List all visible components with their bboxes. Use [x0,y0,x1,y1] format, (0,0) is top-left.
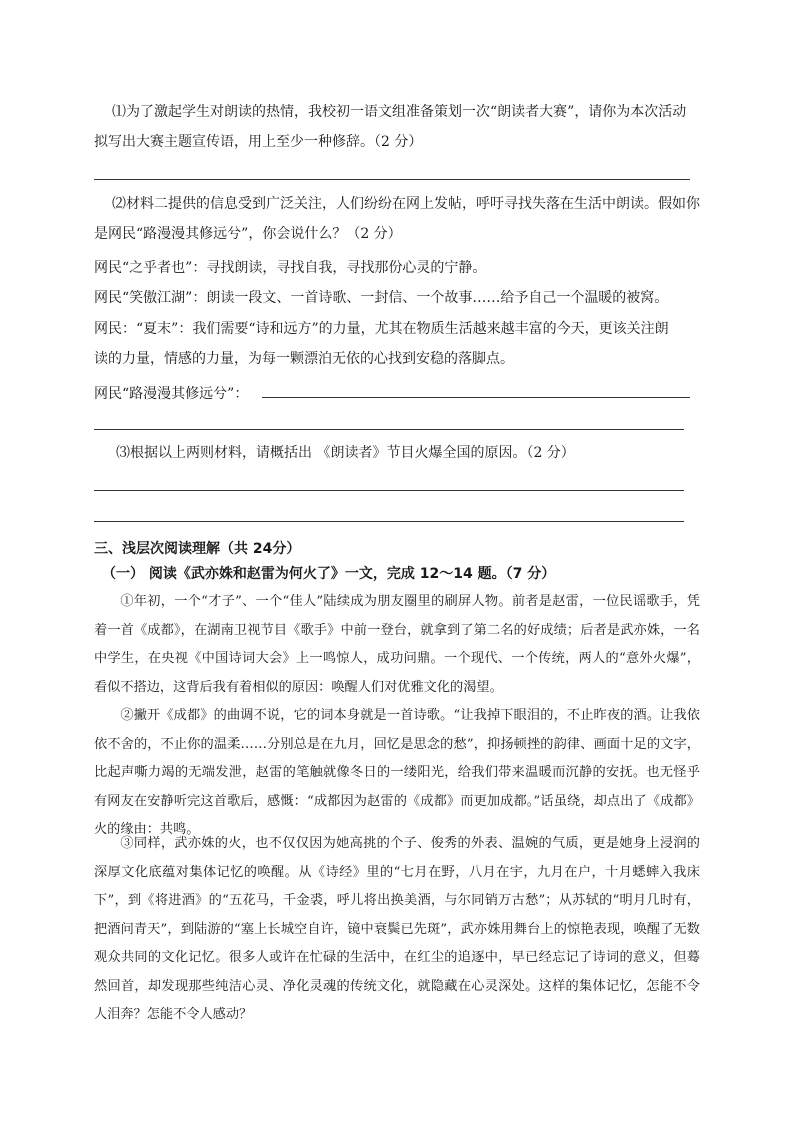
article-paragraph-1: ①年初，一个“才子”、一个“佳人”陆续成为朋友圈里的刷屏人物。前者是赵雷，一位民谣歌手，凭着一首《成都》，在湖南卫视节目《歌手》中前一登台，就拿到了第二名的好成绩；后者是武亦姝，一名中学生，在央视《中国诗词大会》上一鸣惊人，成功问鼎。一个现代、一个传统，两人的“意外火爆”，看似不搭边，这背后我有着相似的原因：唤醒人们对优雅文化的渴望。 [94,594,700,695]
question-3-line-1: ⑶根据以上两则材料，请概括出 《朗读者》节目火爆全国的原因。（2 分） [116,445,575,461]
answer-line-2a[interactable] [262,397,690,398]
article-paragraph-3: ③同样，武亦姝的火，也不仅仅因为她高挑的个子、俊秀的外表、温婉的气质，更是她身上浸润的深厚文化底蕴对集体记忆的唤醒。从《诗经》里的“七月在野，八月在宇，九月在户，十月蟋蟀入我床下”，到《将进酒》的“五花马，千金裘，呼儿将出换美酒，与尔同销万古愁”；从苏轼的“明月几时有，把酒问青天”，到陆游的“塞上长城空自许，镜中衰鬓已先斑”，武亦姝用舞台上的惊艳表现，唤醒了无数观众共同的文化记忆。很多人或许在忙碌的生活中，在红尘的追逐中，早已经忘记了诗词的意义，但蓦然回首，却发现那些纯洁心灵、净化灵魂的传统文化，就隐藏在心灵深处。这样的集体记忆，怎能不令人泪奔？怎能不令人感动？ [94,836,700,1022]
article-paragraph-2: ②撇开《成都》的曲调不说，它的词本身就是一首诗歌。“让我掉下眼泪的，不止昨夜的酒。让我依依不舍的，不止你的温柔……分别总是在九月，回忆是思念的愁”，抑扬顿挫的韵律、画面十足的文字，比起声嘶力竭的无端发泄，赵雷的笔触就像冬日的一缕阳光，给我们带来温暖而沉静的安抚。也无怪乎有网友在安静听完这首歌后，感慨：“成都因为赵雷的《成都》而更加成都。”话虽绕，却点出了《成都》火的缘由：共鸣。 [94,708,700,837]
forum-post-3-continued: 读的力量，情感的力量，为每一颗漂泊无依的心找到安稳的落脚点。 [94,351,514,367]
forum-post-3: 网民：“夏末”：我们需要“诗和远方”的力量，尤其在物质生活越来越丰富的今天，更该关注朗 [94,321,669,337]
forum-post-2: 网民“笑傲江湖”：朗读一段文、一首诗歌、一封信、一个故事……给予自己一个温暖的被窝。 [94,290,669,306]
answer-label: 网民“路漫漫其修远兮”： [94,386,249,402]
part-1-instruction: （一） 阅读《武亦姝和赵雷为何火了》一文，完成 12～14 题。（7 分） [102,566,556,582]
answer-line-2b[interactable] [94,429,684,430]
question-1-line-1: ⑴为了激起学生对朗读的热情，我校初一语文组准备策划一次“朗读者大赛”，请你为本次活动 [112,104,687,120]
forum-post-1: 网民“之乎者也”：寻找朗读，寻找自我，寻找那份心灵的宁静。 [94,260,487,276]
answer-line-3b[interactable] [94,521,684,522]
question-2-line-2: 是网民“路漫漫其修远兮”，你会说什么？（2 分） [94,226,402,242]
answer-line-1[interactable] [94,179,690,180]
section-title: 三、浅层次阅读理解（共 24分） [94,541,301,557]
answer-line-3a[interactable] [94,490,684,491]
question-1-line-2: 拟写出大赛主题宣传语，用上至少一种修辞。（2 分） [94,134,423,150]
question-2-line-1: ⑵材料二提供的信息受到广泛关注，人们纷纷在网上发帖，呼吁寻找失落在生活中朗读。假如你 [112,196,700,212]
